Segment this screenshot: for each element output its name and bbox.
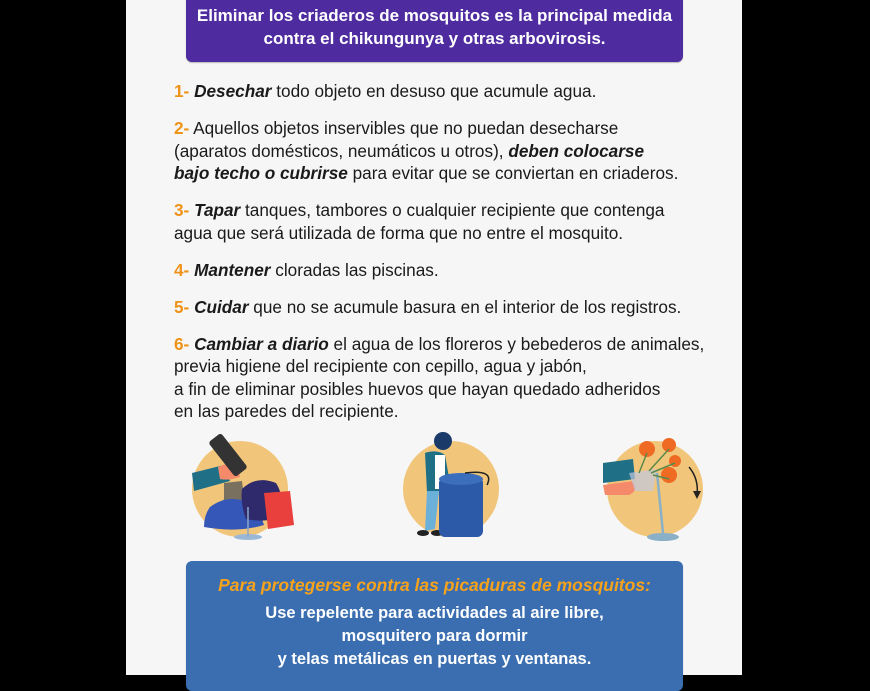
bottom-banner-line-3: y telas metálicas en puertas y ventanas. (277, 650, 592, 668)
vase-icon (599, 433, 711, 543)
top-banner-line-2: contra el chikungunya y otras arbovirosis. (263, 29, 606, 48)
bottom-banner-body (186, 602, 683, 671)
top-banner (186, 0, 683, 62)
step-text: el agua de los floreros y bebederos de animales, (328, 333, 705, 354)
step-emphasis: deben colocarse (508, 140, 645, 161)
step-text: todo objeto en desuso que acumule agua. (271, 81, 597, 101)
step-5 (174, 296, 734, 319)
bottom-banner-title: Para protegerse contra las picaduras de mosquitos: (218, 575, 651, 595)
step-2 (174, 117, 734, 185)
step-number: 1- (174, 81, 190, 101)
infographic-page (126, 0, 742, 675)
step-emphasis: Tapar (194, 200, 241, 220)
step-emphasis: Mantener (194, 259, 271, 280)
step-text: agua que será utilizada de forma que no entre el mosquito. (174, 222, 624, 243)
step-6 (174, 333, 734, 423)
step-emphasis: Cambiar a diario (194, 333, 329, 354)
person-covering-barrel-illustration (403, 437, 499, 537)
step-emphasis: Cuidar (194, 296, 249, 317)
barrel-icon (395, 433, 507, 543)
step-text: (aparatos domésticos, neumáticos u otros), (174, 140, 509, 161)
containers-turned-over-illustration (192, 437, 288, 537)
step-number: 3- (174, 200, 190, 220)
bottom-banner-line-2: mosquitero para dormir (341, 627, 528, 645)
emptying-flower-vase-illustration (607, 437, 703, 537)
step-text: para evitar que se conviertan en criaderos. (347, 163, 679, 183)
step-1 (174, 80, 734, 103)
step-text: en las paredes del recipiente. (174, 401, 399, 421)
step-emphasis: Desechar (194, 81, 272, 101)
step-number: 6- (174, 333, 190, 354)
top-banner-line-1: Eliminar los criaderos de mosquitos es la principal medida (196, 6, 673, 25)
bottom-banner (186, 561, 683, 691)
step-text: tanques, tambores o cualquier recipiente que contenga (240, 200, 665, 220)
step-number: 4- (174, 259, 190, 280)
bottom-banner-line-1: Use repelente para actividades al aire libre, (265, 604, 604, 622)
step-emphasis: bajo techo o cubrirse (174, 163, 348, 183)
step-text: previa higiene del recipiente con cepillo, agua y jabón, (174, 356, 587, 376)
steps-list (174, 80, 734, 437)
step-3 (174, 199, 734, 244)
step-number: 5- (174, 296, 190, 317)
step-text: a fin de eliminar posibles huevos que hayan quedado adheridos (174, 378, 661, 399)
step-text: Aquellos objetos inservibles que no puedan desecharse (189, 118, 619, 138)
step-text: cloradas las piscinas. (270, 259, 439, 280)
containers-icon (184, 433, 296, 543)
step-4 (174, 259, 734, 282)
step-text: que no se acumule basura en el interior de los registros. (248, 296, 682, 317)
step-number: 2- (174, 118, 190, 138)
